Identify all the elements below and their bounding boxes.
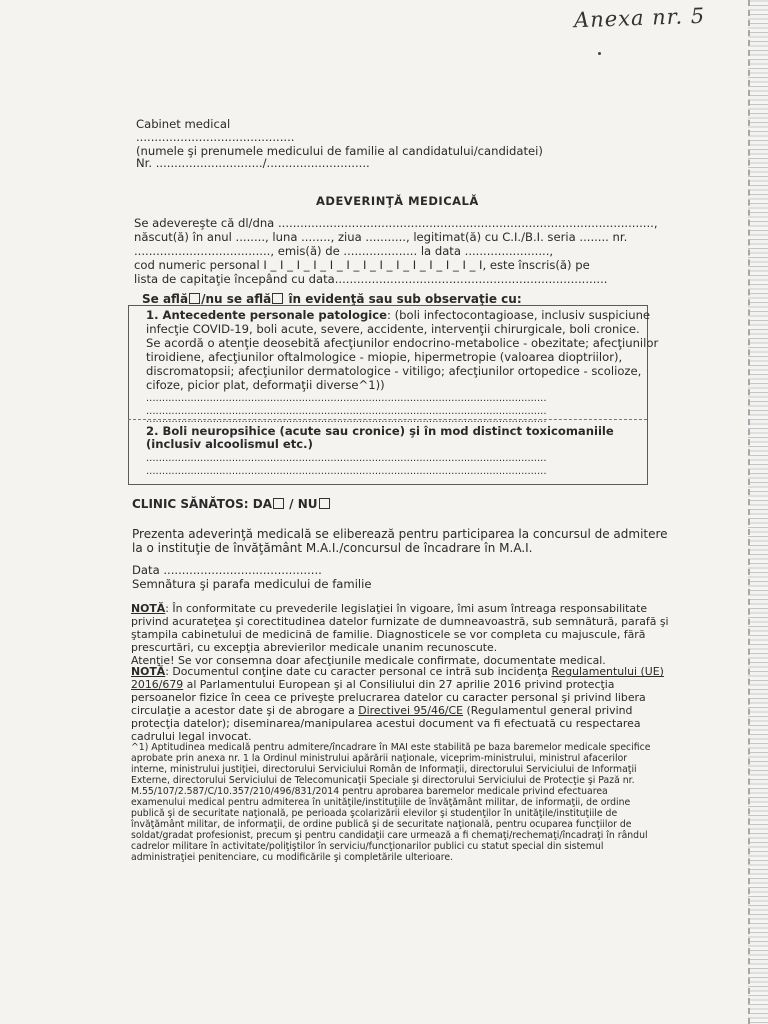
- nota2-line4: [131, 705, 632, 718]
- footnote-line-2: aprobate prin anexa nr. 1 la Ordinul ministrului apărării naţionale, viceprim-ministrului, ministrul afacerilor: [131, 753, 628, 764]
- yes-checkbox[interactable]: [189, 293, 200, 304]
- section1-line5: discromatopsii; afecţiunilor dermatologice - vitiligo; afecţiunilor ortopedice - scolioze,: [146, 364, 642, 378]
- nota2-l4a: circulaţie a acestor date şi de abrogare a: [131, 704, 359, 717]
- section2-dots-2: ..............................................................................................................................: [146, 466, 547, 477]
- footnote-line-5: M.55/107/2.587/C/10.357/210/496/831/2014 pentru aprobarea baremelor medicale privind efectuarea: [131, 786, 608, 797]
- clinic-nu-checkbox[interactable]: [319, 498, 330, 509]
- document-title: ADEVERINŢĂ MEDICALĂ: [316, 194, 479, 208]
- nota2-line1: [131, 666, 664, 679]
- nota1-line4: prescurtări, cu excepţia abrevierilor medicale unanim recunoscute.: [131, 641, 498, 654]
- footnote-line-7: publică şi de securitate naţională, pe perioada şcolarizării elevilor şi studenţilor în unităţile/instituţiile de: [131, 808, 618, 819]
- section1-heading: 1. Antecedente personale patologice: [146, 308, 388, 322]
- body-line-3: ....................................., emis(ă) de .................... la data .......................,: [134, 244, 554, 258]
- evidence-part1: Se află: [142, 292, 189, 306]
- footnote-line-11: administraţiei penitenciare, cu modificările şi completările ulterioare.: [131, 852, 454, 863]
- nota2-l2b: al Parlamentului European şi al Consiliului din 27 aprilie 2016 privind protecţia: [183, 678, 615, 691]
- evidence-part2: /nu se află: [201, 292, 272, 306]
- section1-line2: infecţie COVID-19, boli acute, severe, accidente, intervenţii chirurgicale, boli cronice.: [146, 322, 640, 336]
- footnote-line-9: soldat/gradat profesionist, precum şi pentru candidaţii care urmează a fi chemaţi/rechemaţi/încadraţi în rândul: [131, 830, 648, 841]
- footnote-line-8: învăţământ militar, de informaţii, de ordine publică şi de securitate naţională, pentru ocuparea funcţiilor de: [131, 819, 632, 830]
- footnote-line-10: cadrelor militare în activitate/poliţiştilor în serviciu/funcţionarilor publici cu statut special din sistemul: [131, 841, 604, 852]
- section2-line1: 2. Boli neuropsihice (acute sau cronice) şi în mod distinct toxicomaniile: [146, 424, 614, 438]
- nota2-line6: cadrului legal invocat.: [131, 730, 252, 743]
- nota2-label: NOTĂ: [131, 665, 166, 678]
- signature-line: Semnătura şi parafa medicului de familie: [132, 577, 372, 591]
- nota1-text1: : În conformitate cu prevederile legislaţiei în vigoare, îmi asum întreaga responsabilitate: [165, 602, 648, 615]
- section1-dots-3: ..............................................................................................................................: [146, 414, 547, 425]
- section1-line1: [146, 309, 650, 322]
- nota2-line3: persoanelor fizice în ceea ce priveşte prelucrarea datelor cu caracter personal şi privind libera: [131, 691, 646, 704]
- purpose-line-2: la o instituţie de învăţământ M.A.I./concursul de încadrare în M.A.I.: [132, 541, 533, 555]
- nota2-line2: [131, 679, 614, 692]
- footnote-line-4: Externe, directorului Serviciului de Telecomunicaţii Speciale şi directorului Serviciului de Protecţie şi Pază nr.: [131, 775, 635, 786]
- section1-dots-1: ..............................................................................................................................: [146, 393, 547, 404]
- nota1-line2: privind acurateţea şi corectitudinea datelor furnizate de dumneavoastră, sub semnătură, parafă şi: [131, 615, 669, 628]
- evidence-part3: în evidenţă sau sub observaţie cu:: [284, 292, 522, 306]
- nota2-l4c: (Regulamentul general privind: [463, 704, 633, 717]
- nota1-line3: ştampila cabinetului de medicină de familie. Diagnosticele se vor completa cu majuscule, fără: [131, 628, 646, 641]
- regulation-year-link[interactable]: 2016/679: [131, 678, 184, 691]
- handwritten-annotation: Anexa nr. 5: [573, 3, 706, 33]
- section2-dots-1: ..............................................................................................................................: [146, 453, 547, 464]
- no-checkbox[interactable]: [272, 293, 283, 304]
- clinic-sep: / NU: [285, 497, 318, 511]
- body-line-1: Se adevereşte că dl/dna ......................................................................................................,: [134, 216, 658, 230]
- doctor-name-hint: (numele şi prenumele medicului de familie al candidatului/candidatei): [136, 144, 543, 158]
- body-line-2: născut(ă) în anul ........, luna ........, ziua ..........., legitimat(ă) cu C.I./B.I. seria ........ nr.: [134, 230, 628, 244]
- nota2-line5: protecţia datelor); diseminarea/manipularea acestui document va fi efectuată cu respectarea: [131, 717, 641, 730]
- section1-line3: Se acordă o atenţie deosebită afecţiunilor endocrino-metabolice - obezitate; afecţiunilor: [146, 336, 659, 350]
- clinic-da-checkbox[interactable]: [273, 498, 284, 509]
- nota1-line5: Atenţie! Se vor consemna doar afecţiunile medicale confirmate, documentate medical.: [131, 654, 606, 667]
- nota1-label: NOTĂ: [131, 602, 166, 615]
- clinic-label: CLINIC SĂNĂTOS: DA: [132, 497, 272, 511]
- directive-link[interactable]: Directivei 95/46/CE: [358, 704, 464, 717]
- section1-line6: cifoze, picior plat, deformaţii diverse^1)): [146, 378, 385, 392]
- footnote-line-6: examenului medical pentru admiterea în unităţile/instituţiile de învăţământ militar, de informaţii, de ordine: [131, 797, 631, 808]
- body-line-4: cod numeric personal I _ I _ I _ I _ I _ I _ I _ I _ I _ I _ I _ I _ I _ I, este înscris(ă) pe: [134, 258, 590, 272]
- section1-dots-2: ..............................................................................................................................: [146, 406, 547, 417]
- purpose-line-1: Prezenta adeverinţă medicală se eliberează pentru participarea la concursul de admitere: [132, 527, 668, 541]
- footnote-line-1: ^1) Aptitudinea medicală pentru admitere/încadrare în MAI este stabilită pe baza baremelor medicale specifice: [131, 742, 651, 753]
- clinic-line: [132, 498, 331, 511]
- scan-right-edge: [748, 0, 768, 1024]
- footnote-line-3: interne, ministrului justiţiei, directorului Serviciului Român de Informaţii, directorului Serviciului de Informaţii: [131, 764, 637, 775]
- regulation-link[interactable]: Regulamentului (UE): [551, 665, 664, 678]
- ink-dot: [598, 52, 601, 55]
- cabinet-label: Cabinet medical: [136, 117, 231, 131]
- section1-line4: tiroidiene, afecţiunilor oftalmologice - miopie, hipermetropie (valoarea dioptriilor),: [146, 350, 623, 364]
- nota2-l1a: : Documentul conţine date cu caracter personal ce intră sub incidenţa: [165, 665, 552, 678]
- date-line: Data ...........................................: [132, 563, 322, 577]
- body-line-5: lista de capitaţie începând cu data..........................................................................: [134, 272, 608, 286]
- nota1-line1: [131, 603, 647, 616]
- section1-line1-text: : (boli infectocontagioase, inclusiv suspiciune: [387, 308, 651, 322]
- nr-line: Nr. ............................./............................: [136, 156, 370, 170]
- section2-line2: (inclusiv alcoolismul etc.): [146, 437, 313, 451]
- cabinet-dots: ...........................................: [136, 130, 295, 144]
